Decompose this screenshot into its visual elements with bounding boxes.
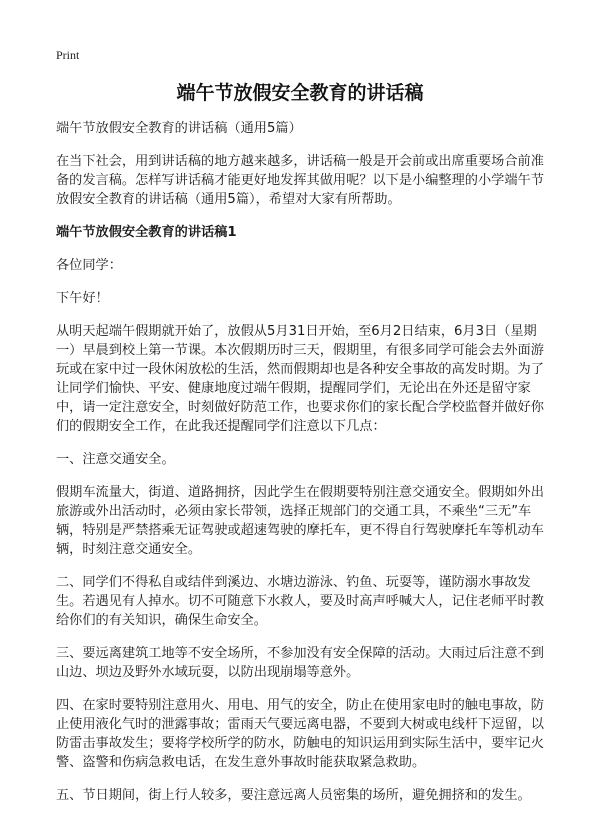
salutation: 下午好！ <box>56 291 109 306</box>
document-title: 端午节放假安全教育的讲话稿 <box>176 82 424 104</box>
point-5: 五、节日期间，街上行人较多，要注意远离人员密集的场所，避免拥挤和的发生。 <box>56 788 531 803</box>
point-1-title: 一、注意交通安全。 <box>56 452 175 467</box>
point-4: 四、在家时要特别注意用火、用电、用气的安全，防止在使用家电时的触电事故，防止使用液化气时的泄露事故；雷雨天气要远离电器，不要到大树或电线杆下逗留，以防雷击事故发生；要将学校所学的防水，防触电的知识运用到实际生活中，要牢记火警、盗警和伤病急救电话，在发生意外事故时能获取紧急救助。 <box>56 698 544 770</box>
document-body <box>56 119 549 819</box>
greeting: 各位同学： <box>56 258 122 273</box>
section-heading: 端午节放假安全教育的讲话稿1 <box>56 225 237 240</box>
opening-paragraph: 从明天起端午假期就开始了，放假从5月31日开始，至6月2日结束，6月3日（星期一）早晨到校上第一节课。本次假期历时三天，假期里，有很多同学可能会去外面游玩或在家中过一段休闲放松的生活，然而假期却也是各种安全事故的高发时期。为了让同学们愉快、平安、健康地度过端午假期，提醒同学们，无论出在外还是留守家中，请一定注意安全，时刻做好防范工作，也要求你们的家长配合学校监督并做好你们的假期安全工作，在此我还提醒同学们注意以下几点： <box>56 324 544 434</box>
point-1-body: 假期车流量大，街道、道路拥挤，因此学生在假期要特别注意交通安全。假期如外出旅游或外出活动时，必须由家长带领，选择正规部门的交通工具，不乘坐“三无”车辆，特别是严禁搭乘无证驾驶或超速驾驶的摩托车，更不得自行驾驶摩托车等机动车辆，时刻注意交通安全。 <box>56 485 544 557</box>
print-label: Print <box>56 48 80 62</box>
point-3: 三、要远离建筑工地等不安全场所，不参加没有安全保障的活动。大雨过后注意不到山边、坝边及野外水域玩耍，以防出现崩塌等意外。 <box>56 646 544 680</box>
point-2: 二、同学们不得私自或结伴到溪边、水塘边游泳、钓鱼、玩耍等，谨防溺水事故发生。若遇见有人掉水。切不可随意下水救人，要及时高声呼喊大人，记住老师平时教给你们的有关知识，确保生命安全。 <box>56 575 544 628</box>
intro-paragraph: 在当下社会，用到讲话稿的地方越来越多，讲话稿一般是开会前或出席重要场合前准备的发言稿。怎样写讲话稿才能更好地发挥其做用呢？以下是小编整理的小学端午节放假安全教育的讲话稿（通用5篇），希望对大家有所帮助。 <box>56 154 544 207</box>
document-subtitle: 端午节放假安全教育的讲话稿（通用5篇） <box>56 121 302 136</box>
